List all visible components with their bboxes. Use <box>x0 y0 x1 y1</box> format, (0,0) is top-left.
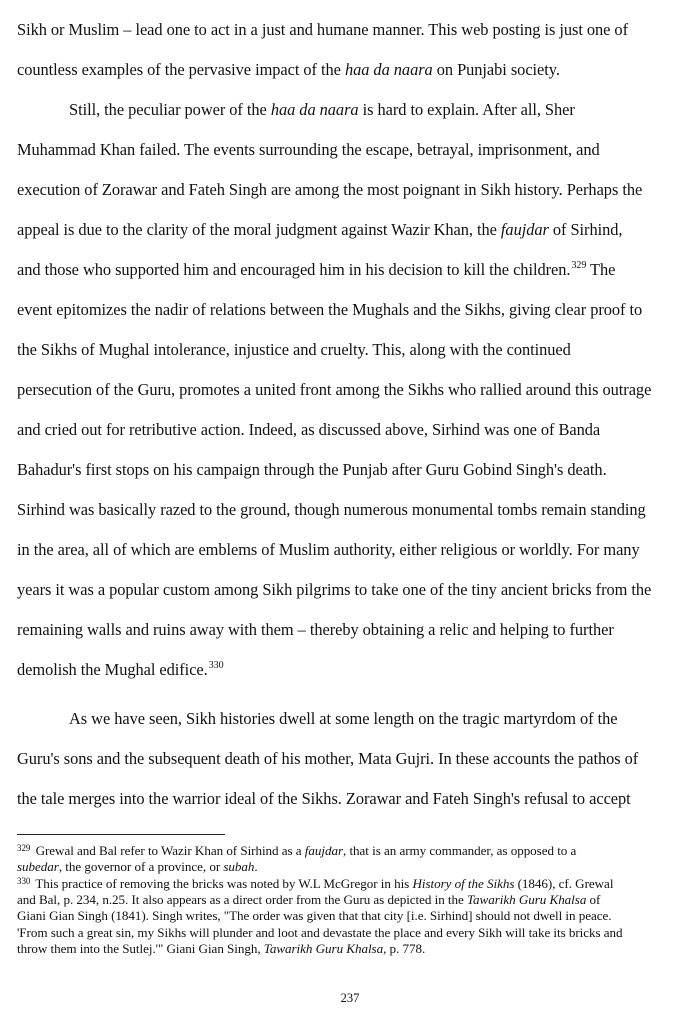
body-line <box>69 709 617 729</box>
footnote-number: 329 <box>17 843 31 853</box>
footnote-start <box>17 843 576 860</box>
text-run: years it was a popular custom among Sikh pilgrims to take one of the tiny ancient bricks from the <box>17 580 652 599</box>
italic-term: Tawarikh Guru Khalsa <box>263 941 384 956</box>
text-run: execution of Zorawar and Fateh Singh are among the most poignant in Sikh history. Perhaps the <box>17 180 643 199</box>
body-line <box>17 260 615 283</box>
footnote-line <box>17 892 600 908</box>
text-run: Sikh or Muslim – lead one to act in a just and humane manner. This web posting is just one of <box>17 20 628 39</box>
body-line <box>17 300 642 320</box>
text-run: 'From such a great sin, my Sikhs will plunder and loot and devastate the place and every Sikh will take its bricks and <box>17 925 623 940</box>
body-line <box>17 220 622 240</box>
footnote-reference: 330 <box>208 660 224 671</box>
body-line <box>17 380 651 400</box>
body-line <box>17 749 638 769</box>
body-line <box>17 140 600 160</box>
italic-term: subah <box>223 859 255 874</box>
italic-term: Tawarikh Guru Khalsa <box>467 892 587 907</box>
text-run: in the area, all of which are emblems of Muslim authority, either religious or worldly. For many <box>17 540 640 559</box>
body-line <box>17 420 600 440</box>
body-line <box>17 340 571 360</box>
text-run: Still, the peculiar power of the <box>69 100 271 119</box>
body-line <box>69 100 575 120</box>
text-run: Giani Gian Singh (1841). Singh writes, "The order was given that that city [i.e. Sirhind] should not dwell in peace. <box>17 908 612 923</box>
text-run: and cried out for retributive action. Indeed, as discussed above, Sirhind was one of Banda <box>17 420 601 439</box>
body-line <box>17 620 614 640</box>
text-run: . <box>254 859 258 874</box>
text-run: Muhammad Khan failed. The events surrounding the escape, betrayal, imprisonment, and <box>17 140 600 159</box>
text-run: Bahadur's first stops on his campaign through the Punjab after Guru Gobind Singh's death. <box>17 460 607 479</box>
text-run: demolish the Mughal edifice. <box>17 660 208 679</box>
text-run: and Bal, p. 234, n.25. It also appears as a direct order from the Guru as depicted in the <box>17 892 468 907</box>
body-line <box>17 20 628 40</box>
footnote-separator <box>17 834 225 835</box>
text-run: , p. 778. <box>383 941 426 956</box>
text-run: (1846), cf. Grewal <box>514 876 614 891</box>
body-line <box>17 460 607 480</box>
body-line <box>17 500 646 520</box>
body-line <box>17 540 640 560</box>
text-run: the Sikhs of Mughal intolerance, injustice and cruelty. This, along with the continued <box>17 340 571 359</box>
text-run: is hard to explain. After all, Sher <box>358 100 575 119</box>
text-run: persecution of the Guru, promotes a united front among the Sikhs who rallied around this outrage <box>17 380 652 399</box>
body-line <box>17 60 560 80</box>
footnote-line <box>17 941 425 957</box>
text-run: This practice of removing the bricks was noted by W.L McGregor in his <box>32 876 413 891</box>
text-run: Guru's sons and the subsequent death of his mother, Mata Gujri. In these accounts the pathos of <box>17 749 639 768</box>
text-run: on Punjabi society. <box>432 60 560 79</box>
text-run: appeal is due to the clarity of the moral judgment against Wazir Khan, the <box>17 220 501 239</box>
text-run: As we have seen, Sikh histories dwell at some length on the tragic martyrdom of the <box>69 709 618 728</box>
text-run: Sirhind was basically razed to the ground, though numerous monumental tombs remain standing <box>17 500 646 519</box>
text-run: The <box>586 260 616 279</box>
text-run: event epitomizes the nadir of relations between the Mughals and the Sikhs, giving clear proof to <box>17 300 643 319</box>
body-line <box>17 660 224 683</box>
text-run: Grewal and Bal refer to Wazir Khan of Sirhind as a <box>32 843 305 858</box>
italic-term: History of the Sikhs <box>412 876 515 891</box>
italic-term: faujdar <box>500 220 549 239</box>
italic-term: subedar <box>17 859 59 874</box>
text-run: remaining walls and ruins away with them – thereby obtaining a relic and helping to further <box>17 620 614 639</box>
text-run: of Sirhind, <box>548 220 623 239</box>
italic-term: faujdar <box>304 843 344 858</box>
text-run: , that is an army commander, as opposed to a <box>343 843 577 858</box>
text-run: and those who supported him and encouraged him in his decision to kill the children. <box>17 260 571 279</box>
page-number: 237 <box>340 991 360 1005</box>
body-line <box>17 180 642 200</box>
body-line <box>17 789 631 809</box>
text-run: countless examples of the pervasive impact of the <box>17 60 345 79</box>
footnote-reference: 329 <box>571 260 587 271</box>
text-run: the tale merges into the warrior ideal of the Sikhs. Zorawar and Fateh Singh's refusal to accept <box>17 789 631 808</box>
footnote-line <box>17 859 258 875</box>
italic-term: haa da naara <box>270 100 359 119</box>
text-run: , the governor of a province, or <box>58 859 224 874</box>
italic-term: haa da naara <box>344 60 433 79</box>
text-run: throw them into the Sutlej.'" Giani Gian Singh, <box>17 941 264 956</box>
text-run: of <box>586 892 601 907</box>
footnote-line <box>17 925 623 941</box>
footnote-line <box>17 908 611 924</box>
body-line <box>17 580 651 600</box>
footnote-number: 330 <box>17 876 31 886</box>
footnote-start <box>17 876 613 893</box>
